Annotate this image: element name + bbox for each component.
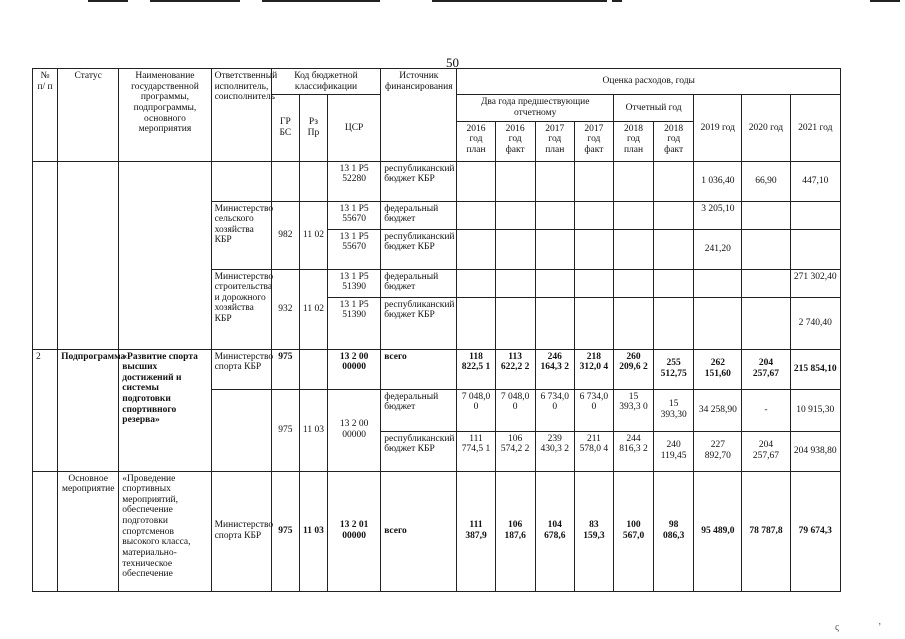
cell-value xyxy=(694,269,742,297)
cell-value-2019: 3 205,10 xyxy=(694,201,742,229)
cell-value xyxy=(535,161,574,201)
cell-value xyxy=(495,229,535,269)
cell-value-2016-fact: 7 048,0 0 xyxy=(495,389,535,431)
cell-value-2016-plan: 111 387,9 xyxy=(457,471,495,591)
cell-value xyxy=(654,269,694,297)
cell-value-2018-fact: 240 119,45 xyxy=(654,431,694,471)
cell-value xyxy=(574,269,613,297)
cell-csr: 13 1 Р5 51390 xyxy=(327,297,380,349)
cell-value-2018-plan: 15 393,3 0 xyxy=(613,389,653,431)
header-grbs: ГР БС xyxy=(271,95,299,161)
cell-org: Министерство спорта КБР xyxy=(211,349,271,389)
header-report-year: Отчетный год xyxy=(613,95,693,121)
table-row xyxy=(33,161,841,201)
cell-value xyxy=(574,297,613,349)
cell-value-2017-fact: 211 578,0 4 xyxy=(574,431,613,471)
cell-csr: 13 2 01 00000 xyxy=(327,471,380,591)
header-estimate: Оценка расходов, годы xyxy=(457,69,841,95)
cell-value xyxy=(535,229,574,269)
cell-source: федеральный бюджет xyxy=(381,269,457,297)
header-name: Наименование государственной программы, подпрограммы, основного мероприятия xyxy=(119,69,211,162)
cell-source: республиканский бюджет КБР xyxy=(381,229,457,269)
cell-value xyxy=(694,297,742,349)
cell-value-2017-plan: 246 164,3 2 xyxy=(535,349,574,389)
cell-value-2016-plan: 111 774,5 1 xyxy=(457,431,495,471)
cell-csr: 13 1 Р5 52280 xyxy=(327,161,380,201)
scan-mark: ς xyxy=(835,622,839,633)
cell-value xyxy=(457,161,495,201)
cell-source: федеральный бюджет xyxy=(381,389,457,431)
cell-value-2017-plan: 239 430,3 2 xyxy=(535,431,574,471)
cell-no xyxy=(33,471,58,591)
cell-value-2019: 262 151,60 xyxy=(694,349,742,389)
cell-value xyxy=(535,269,574,297)
header-2018-fact: 2018 год факт xyxy=(654,121,694,161)
cell-value-2016-plan: 7 048,0 0 xyxy=(457,389,495,431)
cell-status xyxy=(58,161,119,349)
cell-rzpr: 11 02 xyxy=(299,201,327,269)
cell-name xyxy=(119,161,211,349)
cell-value xyxy=(742,297,790,349)
cell-value xyxy=(457,297,495,349)
cell-org: Министерство спорта КБР xyxy=(211,471,271,591)
header-2017-plan: 2017 год план xyxy=(535,121,574,161)
cell-value-2017-fact: 218 312,0 4 xyxy=(574,349,613,389)
cell-value-2021: 79 674,3 xyxy=(790,471,840,591)
cell-value-2018-plan: 260 209,6 2 xyxy=(613,349,653,389)
cell-value xyxy=(613,229,653,269)
cell-csr: 13 1 Р5 51390 xyxy=(327,269,380,297)
cell-value xyxy=(742,201,790,229)
cell-value-2021: 2 740,40 xyxy=(790,297,840,349)
header-responsible: Ответственный исполнитель, соисполнитель xyxy=(211,69,271,162)
cell-source: республиканский бюджет КБР xyxy=(381,297,457,349)
cell-value-2016-plan: 118 822,5 1 xyxy=(457,349,495,389)
cell-value-2019: 227 892,70 xyxy=(694,431,742,471)
top-rule xyxy=(432,0,607,2)
cell-rzpr: 11 03 xyxy=(299,471,327,591)
cell-status: Подпрограмма xyxy=(58,349,119,471)
cell-value xyxy=(613,297,653,349)
cell-value xyxy=(574,161,613,201)
top-rule xyxy=(262,0,380,2)
cell-value-2021: 204 938,80 xyxy=(790,431,840,471)
cell-rzpr xyxy=(299,161,327,201)
header-row xyxy=(33,69,841,95)
cell-value-2018-plan: 244 816,3 2 xyxy=(613,431,653,471)
cell-name: «Развитие спорта высших достижений и системы подготовки спортивного резерва» xyxy=(119,349,211,471)
cell-value-2018-fact: 255 512,75 xyxy=(654,349,694,389)
cell-value-2017-plan: 104 678,6 xyxy=(535,471,574,591)
header-2020: 2020 год xyxy=(742,95,790,161)
cell-value xyxy=(654,161,694,201)
header-2018-plan: 2018 год план xyxy=(613,121,653,161)
cell-value-2021: 215 854,10 xyxy=(790,349,840,389)
cell-value-2018-plan: 100 567,0 xyxy=(613,471,653,591)
cell-grbs: 975 xyxy=(271,389,299,471)
cell-value xyxy=(457,201,495,229)
cell-value xyxy=(742,229,790,269)
cell-value xyxy=(574,201,613,229)
cell-value xyxy=(654,297,694,349)
cell-source: республиканский бюджет КБР xyxy=(381,161,457,201)
header-2016-plan: 2016 год план xyxy=(457,121,495,161)
header-2016-fact: 2016 год факт xyxy=(495,121,535,161)
header-two-years: Два года предшествующие отчетному xyxy=(457,95,614,121)
budget-table xyxy=(32,68,841,592)
cell-value xyxy=(495,269,535,297)
cell-value xyxy=(495,201,535,229)
cell-rzpr: 11 03 xyxy=(299,389,327,471)
cell-rzpr xyxy=(299,349,327,389)
cell-value xyxy=(457,229,495,269)
cell-value-2016-fact: 106 187,6 xyxy=(495,471,535,591)
top-rule xyxy=(88,0,128,2)
cell-value xyxy=(654,229,694,269)
cell-value-2018-fact: 98 086,3 xyxy=(654,471,694,591)
cell-no xyxy=(33,161,58,349)
cell-source: федеральный бюджет xyxy=(381,201,457,229)
header-2017-fact: 2017 год факт xyxy=(574,121,613,161)
page-number: 50 xyxy=(446,55,459,70)
top-rule xyxy=(612,0,622,2)
cell-value-2020: 204 257,67 xyxy=(742,349,790,389)
header-status: Статус xyxy=(58,69,119,162)
cell-value-2019: 34 258,90 xyxy=(694,389,742,431)
cell-grbs: 982 xyxy=(271,201,299,269)
cell-value-2020: 78 787,8 xyxy=(742,471,790,591)
cell-csr: 13 1 Р5 55670 xyxy=(327,201,380,229)
cell-value-2020: 66,90 xyxy=(742,161,790,201)
cell-rzpr: 11 02 xyxy=(299,269,327,349)
cell-value xyxy=(613,161,653,201)
cell-csr: 13 2 00 00000 xyxy=(327,349,380,389)
table-row xyxy=(33,471,841,591)
cell-value-2016-fact: 113 622,2 2 xyxy=(495,349,535,389)
cell-csr: 13 2 00 00000 xyxy=(327,389,380,471)
cell-name: «Проведение спортивных мероприятий, обеспечение подготовки спортсменов высокого класса, материально-техническое обеспечение xyxy=(119,471,211,591)
cell-value-2020: - xyxy=(742,389,790,431)
cell-value xyxy=(495,297,535,349)
cell-value xyxy=(613,269,653,297)
cell-org: Министерство строительства и дорожного хозяйства КБР xyxy=(211,269,271,349)
cell-grbs: 932 xyxy=(271,269,299,349)
cell-value xyxy=(790,201,840,229)
cell-value-2021: 271 302,40 xyxy=(790,269,840,297)
cell-value-2017-fact: 83 159,3 xyxy=(574,471,613,591)
cell-value-2020: 204 257,67 xyxy=(742,431,790,471)
header-csr: ЦСР xyxy=(327,95,380,161)
cell-status: Основное мероприятие xyxy=(58,471,119,591)
cell-value xyxy=(742,269,790,297)
cell-org xyxy=(211,161,271,201)
cell-no: 2 xyxy=(33,349,58,471)
scan-mark: ʼ xyxy=(878,622,882,633)
cell-value xyxy=(574,229,613,269)
cell-value-2019: 95 489,0 xyxy=(694,471,742,591)
cell-value-2016-fact: 106 574,2 2 xyxy=(495,431,535,471)
cell-org: Министерство сельского хозяйства КБР xyxy=(211,201,271,269)
header-no: № п/ п xyxy=(33,69,58,162)
header-2021: 2021 год xyxy=(790,95,840,161)
cell-value xyxy=(613,201,653,229)
cell-value-2019: 1 036,40 xyxy=(694,161,742,201)
top-rule xyxy=(870,0,900,2)
header-budget-code: Код бюджетной классификации xyxy=(271,69,380,95)
cell-value xyxy=(654,201,694,229)
cell-value xyxy=(535,201,574,229)
cell-org xyxy=(211,389,271,471)
header-source: Источник финансирования xyxy=(381,69,457,162)
header-rzpr: Рз Пр xyxy=(299,95,327,161)
cell-value-2019: 241,20 xyxy=(694,229,742,269)
table-row xyxy=(33,349,841,389)
cell-grbs: 975 xyxy=(271,349,299,389)
cell-value xyxy=(457,269,495,297)
cell-grbs: 975 xyxy=(271,471,299,591)
cell-source: всего xyxy=(381,349,457,389)
cell-value-2021: 447,10 xyxy=(790,161,840,201)
cell-value xyxy=(535,297,574,349)
cell-grbs xyxy=(271,161,299,201)
cell-value-2018-fact: 15 393,30 xyxy=(654,389,694,431)
cell-value xyxy=(495,161,535,201)
cell-value xyxy=(790,229,840,269)
cell-csr: 13 1 Р5 55670 xyxy=(327,229,380,269)
top-rule xyxy=(150,0,240,2)
cell-source: всего xyxy=(381,471,457,591)
cell-value-2021: 10 915,30 xyxy=(790,389,840,431)
cell-source: республиканский бюджет КБР xyxy=(381,431,457,471)
cell-value-2017-fact: 6 734,0 0 xyxy=(574,389,613,431)
cell-value-2017-plan: 6 734,0 0 xyxy=(535,389,574,431)
header-2019: 2019 год xyxy=(694,95,742,161)
